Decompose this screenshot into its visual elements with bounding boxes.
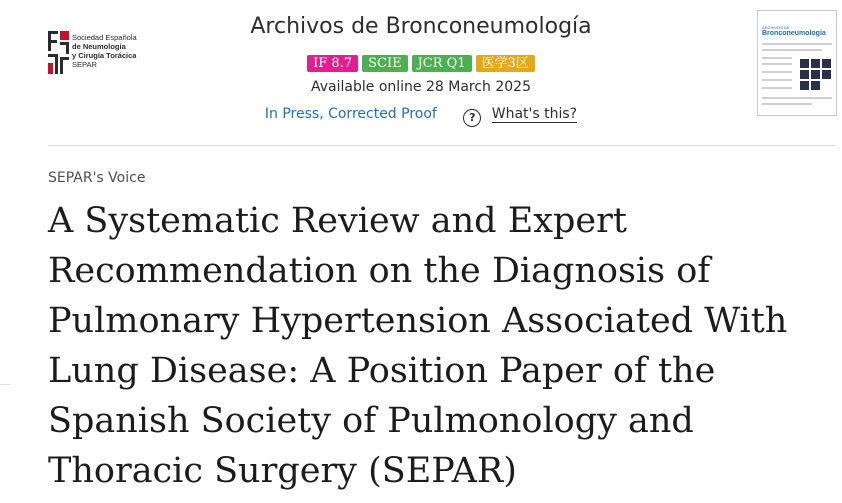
- cover-band: [758, 11, 836, 19]
- impact-factor-badge: IF 8.7: [307, 55, 358, 72]
- journal-cover-thumbnail[interactable]: [757, 10, 837, 116]
- cover-figure: [811, 59, 820, 68]
- available-online-date: Available online 28 March 2025: [311, 79, 531, 95]
- cover-line: [762, 43, 832, 45]
- cover-figure: [800, 59, 809, 68]
- journal-title[interactable]: Archivos de Bronconeumología: [250, 14, 592, 39]
- article-header: [0, 0, 842, 140]
- cover-figure: [800, 81, 809, 90]
- society-line: de Neumología: [72, 42, 126, 51]
- society-line: Sociedad Española: [72, 33, 137, 42]
- scie-badge: SCIE: [362, 55, 407, 72]
- cas-zone-badge: 医学3区: [476, 55, 535, 72]
- article-status: [0, 106, 842, 127]
- cover-figure: [811, 70, 820, 79]
- article-section-label: SEPAR's Voice: [48, 170, 146, 186]
- cover-title: [762, 25, 832, 35]
- cover-title-line: ARCHIVOS DE: [762, 25, 790, 30]
- cover-line: [762, 97, 832, 99]
- header-divider: [48, 145, 836, 146]
- article-title: A Systematic Review and Expert Recommendation on the Diagnosis of Pulmonary Hypertension Associated With Lung Disease: A Position Paper of the Spanish Society of Pulmonology and Thoracic Surgery (SEPAR): [48, 201, 788, 491]
- cover-figure: [822, 70, 831, 79]
- society-line: SEPAR: [72, 60, 97, 69]
- cover-figure: [822, 59, 831, 68]
- whats-this-link[interactable]: What's this?: [491, 106, 578, 122]
- cover-line: [762, 63, 792, 65]
- cover-line: [762, 87, 792, 89]
- society-line: y Cirugía Torácica: [72, 51, 137, 60]
- cover-line: [762, 49, 822, 51]
- cover-line: [762, 103, 812, 105]
- cover-line: [762, 71, 792, 73]
- page-edge-marker: [0, 384, 10, 385]
- cover-figure: [811, 81, 820, 90]
- journal-metrics: [0, 55, 842, 72]
- cover-title-line: Bronconeumología: [762, 30, 826, 37]
- cover-line: [762, 79, 792, 81]
- question-circle-icon[interactable]: ?: [463, 109, 481, 127]
- in-press-link[interactable]: In Press, Corrected Proof: [264, 106, 437, 122]
- jcr-quartile-badge: JCR Q1: [412, 55, 472, 72]
- cover-line: [762, 57, 792, 59]
- cover-figure: [800, 70, 809, 79]
